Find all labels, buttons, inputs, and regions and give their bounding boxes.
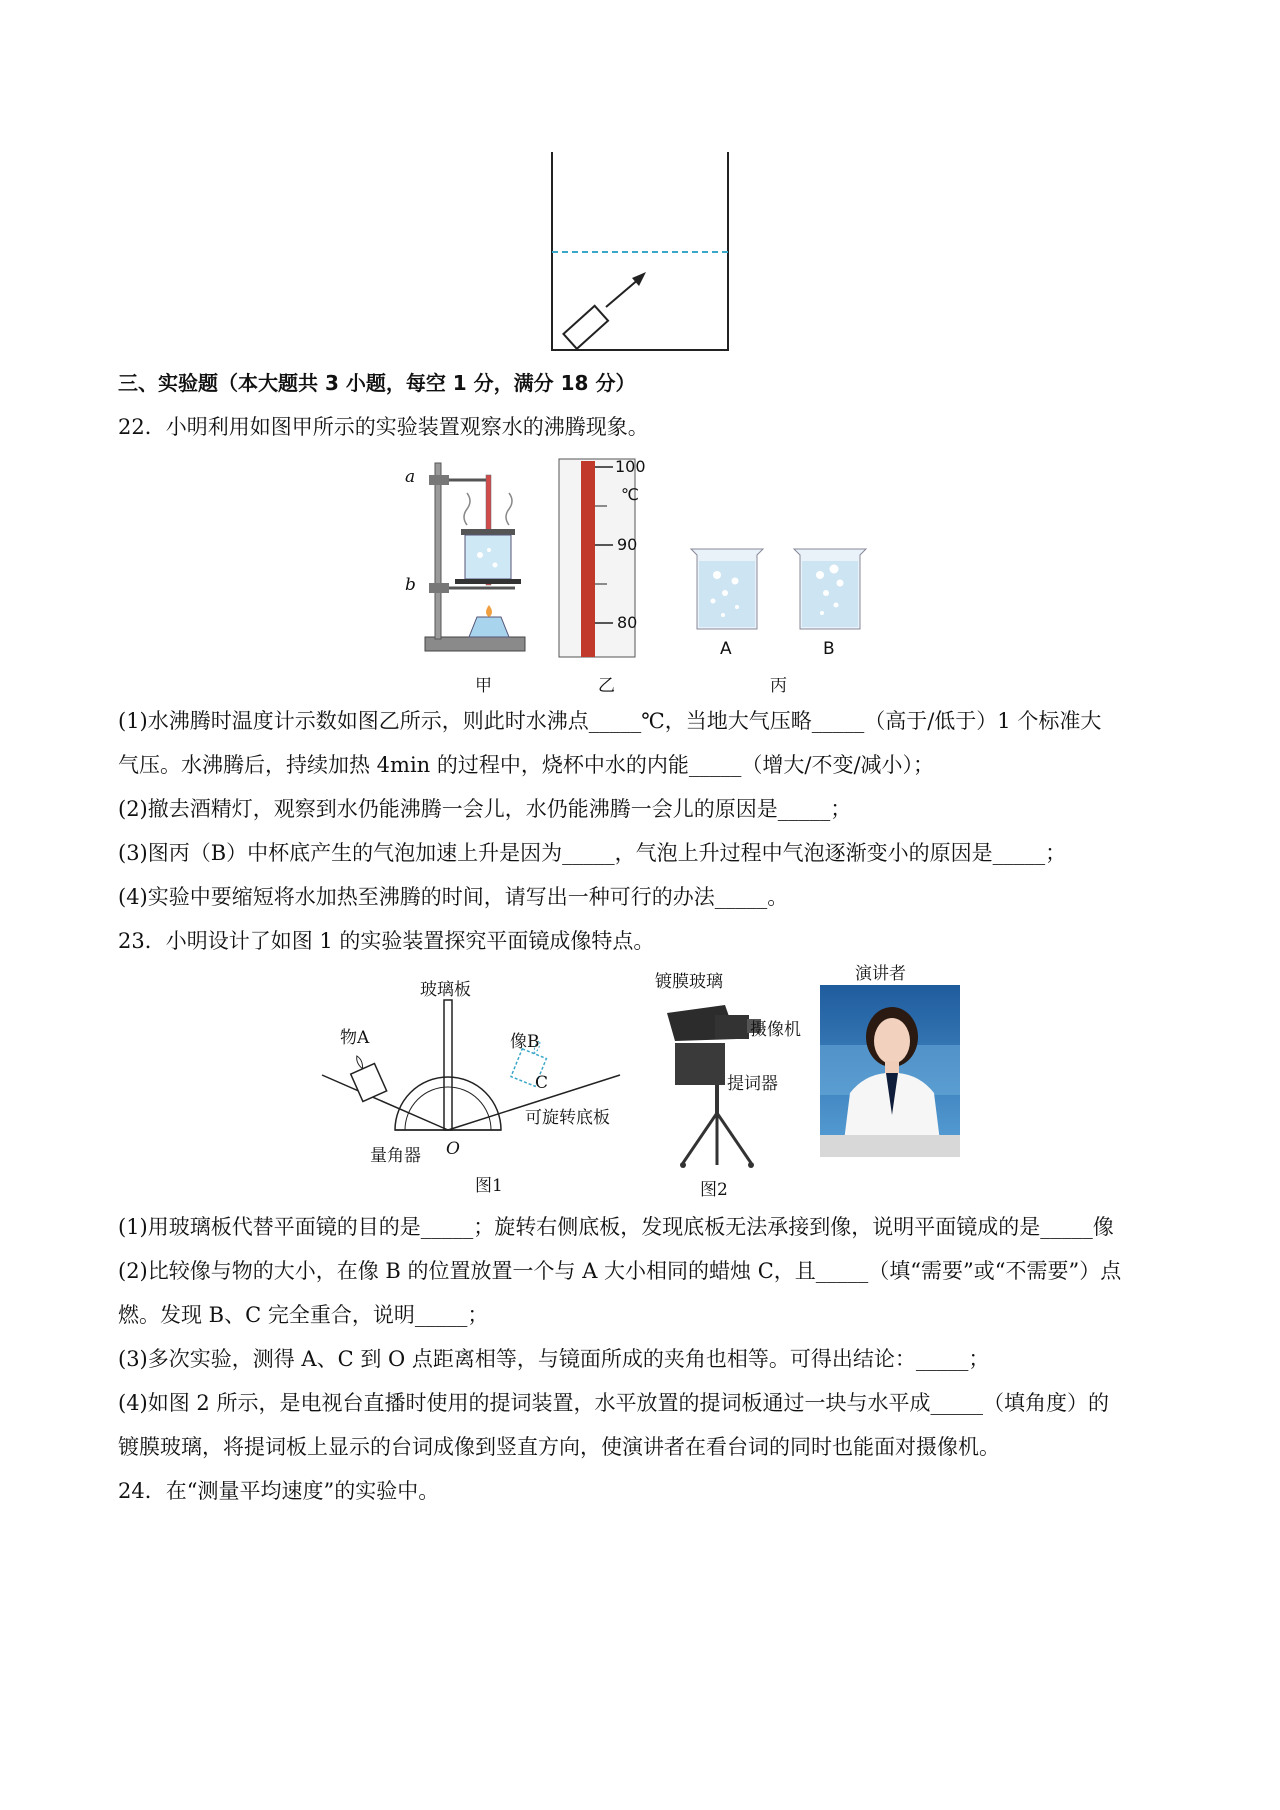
- q22-p4: (4)实验中要缩短将水加热至沸腾的时间，请写出一种可行的办法_____。: [118, 885, 789, 909]
- beaker-a-label: A: [720, 639, 732, 659]
- q22-p2: (2)撤去酒精灯，观察到水仍能沸腾一会儿，水仍能沸腾一会儿的原因是_____；: [118, 797, 852, 821]
- q23-p1: (1)用玻璃板代替平面镜的目的是_____；旋转右侧底板，发现底板无法承接到像，说明平面镜成的是_____像: [118, 1215, 1114, 1239]
- caption-jia: 甲: [475, 676, 492, 696]
- therm-label-unit: ℃: [621, 485, 639, 504]
- q22-p1-line2: 气压。水沸腾后，持续加热 4min 的过程中，烧杯中水的内能_____（增大/不变/减小）；: [118, 753, 935, 777]
- prompter-label: 提词器: [727, 1074, 778, 1094]
- rotatable-board-label: 可旋转底板: [525, 1108, 610, 1128]
- beaker-b-label: B: [823, 639, 835, 659]
- figure2-caption: 图2: [700, 1180, 728, 1200]
- q23-figure1: [320, 975, 640, 1200]
- q23-p3: (3)多次实验，测得 A、C 到 O 点距离相等，与镜面所成的夹角也相等。可得出结论：_____；: [118, 1347, 990, 1371]
- plane-mirror-diagram: [320, 975, 640, 1165]
- q22-figure: [405, 455, 885, 695]
- beaker-a-diagram: [687, 545, 767, 635]
- beaker-b-diagram: [790, 545, 870, 635]
- therm-label-90: 90: [617, 535, 638, 554]
- speaker-label: 演讲者: [855, 964, 906, 984]
- boiling-apparatus-diagram: [405, 455, 540, 665]
- q22-stem: 22．小明利用如图甲所示的实验装置观察水的沸腾现象。: [118, 415, 649, 439]
- camera-label: 摄像机: [750, 1020, 801, 1040]
- therm-label-100: 100: [615, 457, 646, 476]
- coated-glass-label: 镀膜玻璃: [655, 972, 723, 992]
- section-heading: 三、实验题（本大题共 3 小题，每空 1 分，满分 18 分）: [118, 371, 636, 395]
- glass-plate-label: 玻璃板: [420, 980, 471, 1000]
- q23-stem: 23．小明设计了如图 1 的实验装置探究平面镜成像特点。: [118, 929, 655, 953]
- container-figure: [540, 150, 740, 355]
- q24-stem: 24．在“测量平均速度”的实验中。: [118, 1479, 440, 1503]
- q23-p4-line2: 镀膜玻璃，将提词板上显示的台词成像到竖直方向，使演讲者在看台词的同时也能面对摄像机。: [118, 1435, 1000, 1459]
- speaker-photo: [820, 985, 960, 1157]
- caption-yi: 乙: [598, 676, 615, 696]
- q22-p3: (3)图丙（B）中杯底产生的气泡加速上升是因为_____，气泡上升过程中气泡逐渐变小的原因是_____；: [118, 841, 1067, 865]
- label-b: b: [405, 575, 416, 595]
- figure1-caption: 图1: [475, 1176, 503, 1196]
- therm-label-80: 80: [617, 613, 638, 632]
- q22-p1-line1: (1)水沸腾时温度计示数如图乙所示，则此时水沸点_____℃，当地大气压略_____（高于/低于）1 个标准大: [118, 709, 1102, 733]
- caption-bing: 丙: [770, 676, 787, 696]
- image-b-label: 像B: [510, 1032, 540, 1052]
- point-o-label: O: [446, 1139, 460, 1159]
- q23-p2-line1: (2)比较像与物的大小，在像 B 的位置放置一个与 A 大小相同的蜡烛 C，且_____（填“需要”或“不需要”）点: [118, 1259, 1122, 1283]
- label-a: a: [405, 467, 416, 487]
- q23-p4-line1: (4)如图 2 所示，是电视台直播时使用的提词装置，水平放置的提词板通过一块与水平成_____（填角度）的: [118, 1391, 1109, 1415]
- q23-figure2: [655, 965, 965, 1200]
- candle-c-label: C: [535, 1073, 549, 1093]
- q23-p2-line2: 燃。发现 B、C 完全重合，说明_____；: [118, 1303, 489, 1327]
- object-a-label: 物A: [340, 1028, 370, 1048]
- protractor-label: 量角器: [370, 1146, 421, 1166]
